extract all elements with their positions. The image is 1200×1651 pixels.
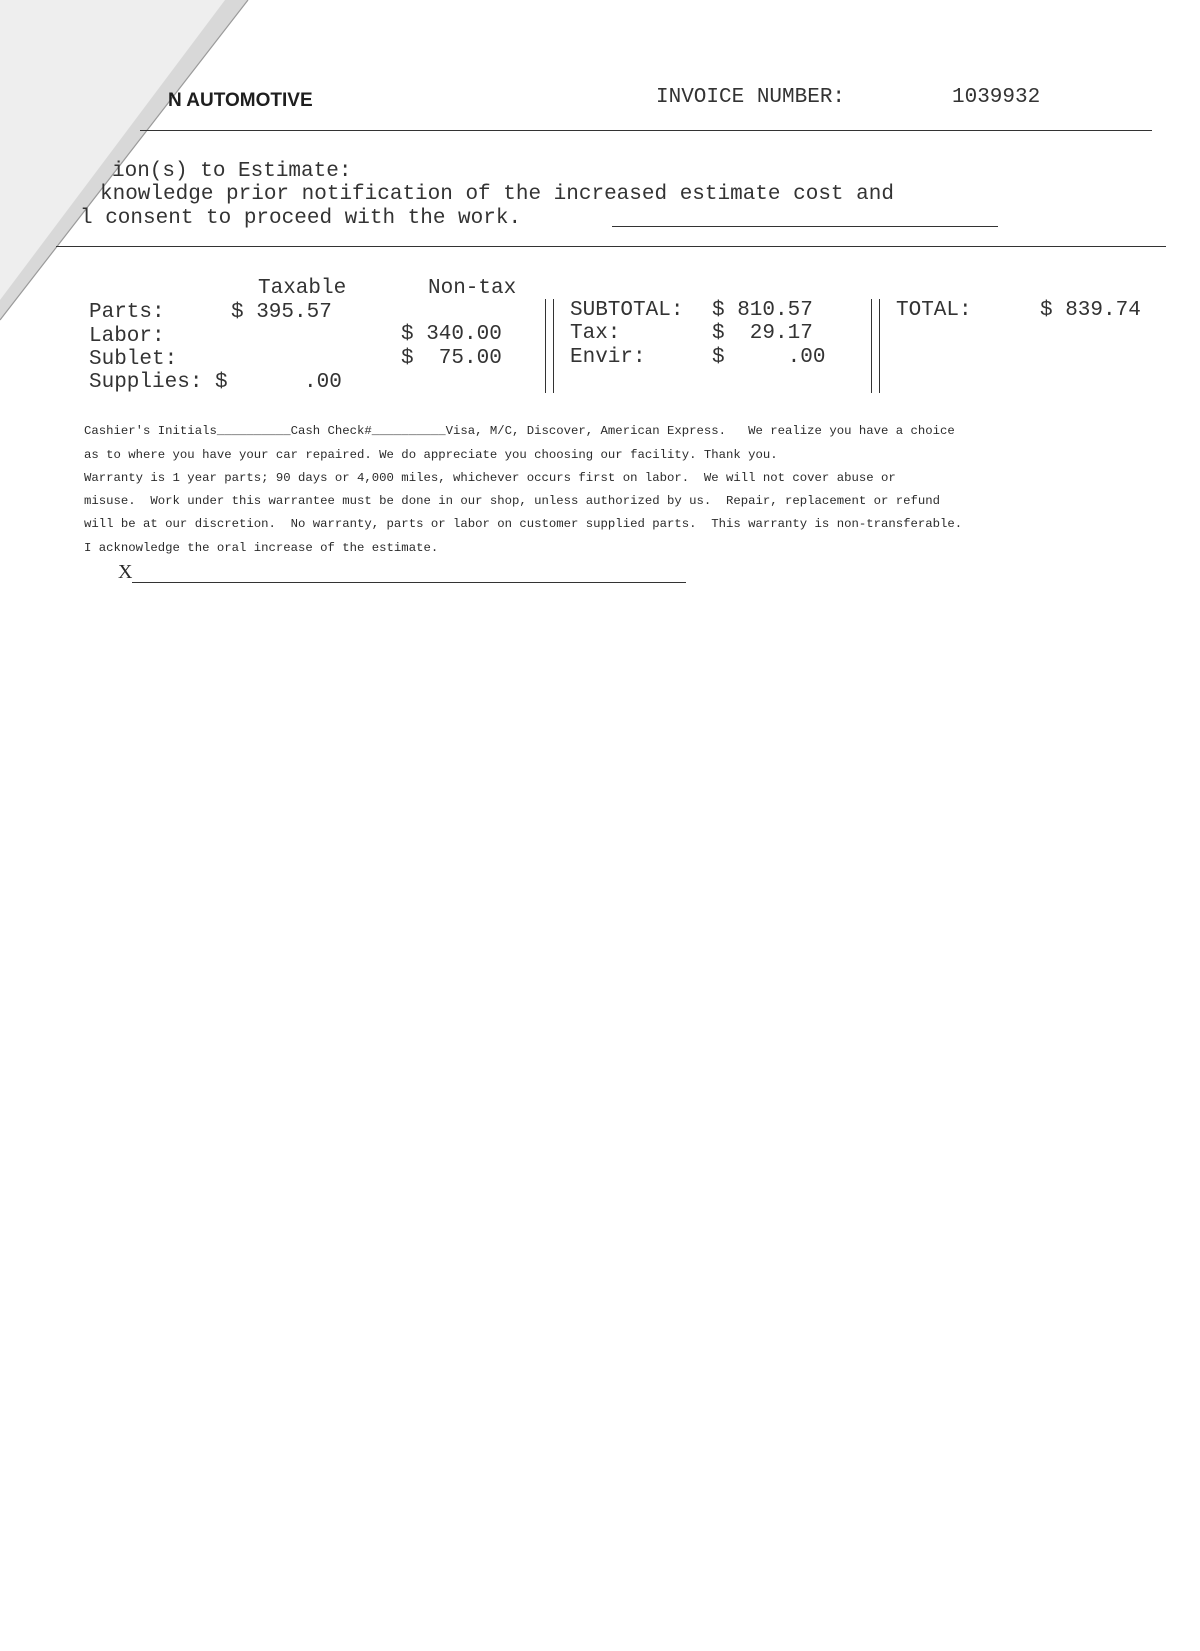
table-divider-right — [871, 299, 880, 393]
warranty-line-2: misuse. Work under this warrantee must be done in our shop, unless authorized by us. Repair, replacement or refund — [84, 494, 941, 508]
warranty-line-3: will be at our discretion. No warranty, parts or labor on customer supplied parts. This warranty is non-transferable. — [84, 517, 963, 531]
supplies-value: .00 — [304, 371, 342, 394]
envir-value: $ .00 — [712, 346, 826, 369]
signature-line[interactable] — [132, 582, 686, 583]
thank-you-line: as to where you have your car repaired. We do appreciate you choosing our facility. Thank you. — [84, 448, 778, 462]
company-name: N AUTOMOTIVE — [168, 90, 313, 111]
estimate-notice-line: knowledge prior notification of the increased estimate cost and — [100, 183, 894, 206]
supplies-label: Supplies: $ — [89, 371, 228, 394]
acknowledge-line: I acknowledge the oral increase of the estimate. — [84, 541, 439, 555]
payment-line: Cashier's Initials__________Cash Check#__________Visa, M/C, Discover, American Express. We realize you have a choice — [84, 424, 955, 438]
col-header-taxable: Taxable — [258, 277, 347, 300]
col-header-nontax: Non-tax — [428, 277, 517, 300]
signature-x-mark: X — [118, 561, 133, 583]
sublet-label: Sublet: — [89, 348, 178, 371]
table-divider-left — [545, 299, 554, 393]
sublet-nontax-value: $ 75.00 — [401, 347, 502, 370]
estimate-consent-line: l consent to proceed with the work. — [80, 207, 522, 230]
total-label: TOTAL: — [896, 299, 972, 322]
section-rule — [56, 246, 1166, 247]
envir-label: Envir: — [570, 346, 646, 369]
warranty-line-1: Warranty is 1 year parts; 90 days or 4,000 miles, whichever occurs first on labor. We will not cover abuse or — [84, 471, 896, 485]
total-value: $ 839.74 — [1040, 299, 1141, 322]
parts-taxable-value: $ 395.57 — [231, 301, 332, 324]
subtotal-value: $ 810.57 — [712, 299, 813, 322]
labor-nontax-value: $ 340.00 — [401, 323, 502, 346]
header-rule — [140, 130, 1152, 131]
labor-label: Labor: — [89, 325, 165, 348]
tax-value: $ 29.17 — [712, 322, 813, 345]
invoice-number: 1039932 — [952, 86, 1041, 109]
consent-signature-line[interactable] — [612, 226, 998, 227]
invoice-number-label: INVOICE NUMBER: — [656, 86, 846, 109]
estimate-heading: ion(s) to Estimate: — [112, 160, 352, 183]
tax-label: Tax: — [570, 322, 621, 345]
parts-label: Parts: — [89, 301, 165, 324]
subtotal-label: SUBTOTAL: — [570, 299, 684, 322]
